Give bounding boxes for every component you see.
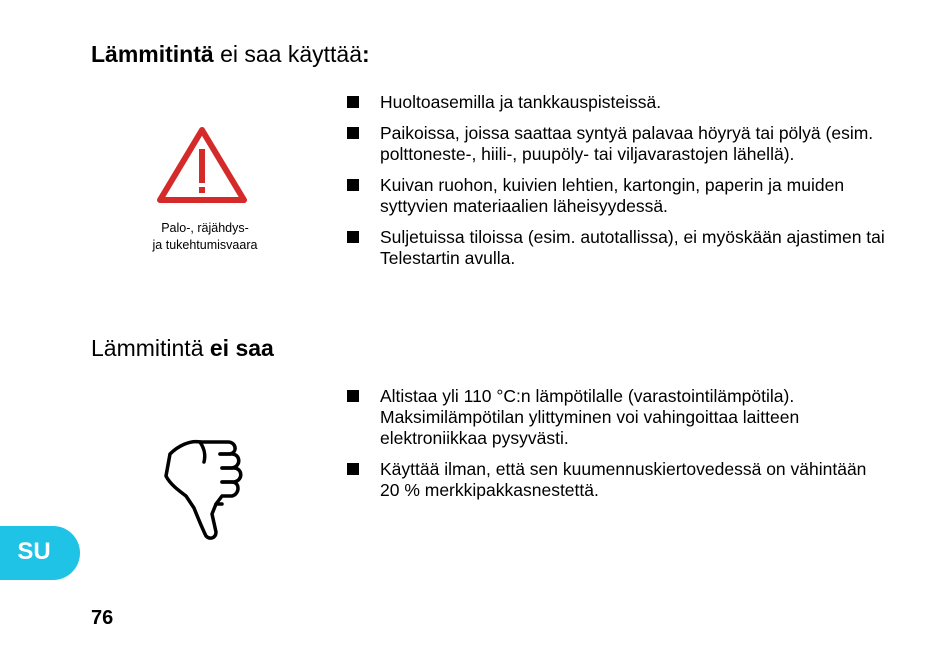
prohibited-conditions-list	[346, 386, 886, 511]
list-item-text: Paikoissa, joissa saattaa syntyä palavaa höyryä tai pölyä (esim. polttoneste-, hiili-, puupöly- tai viljavarastojen lähellä).	[380, 123, 874, 164]
language-tab-label: SU	[17, 538, 51, 565]
warning-caption-line1: Palo-, räjähdys-	[161, 221, 249, 235]
section2-heading-normal: Lämmitintä	[91, 335, 210, 361]
list-item	[346, 386, 886, 449]
prohibited-locations-list	[346, 92, 886, 279]
list-item-text: Suljetuissa tiloissa (esim. autotallissa), ei myöskään ajastimen tai Telestartin avulla.	[380, 227, 885, 268]
square-bullet-icon	[347, 179, 359, 191]
list-item-text: Kuivan ruohon, kuivien lehtien, kartongin, paperin ja muiden syttyvien materiaalien läheisyydessä.	[380, 175, 845, 216]
section2-heading	[91, 334, 274, 362]
page-number: 76	[91, 607, 114, 629]
square-bullet-icon	[347, 127, 359, 139]
section1-heading-bold: Lämmitintä	[91, 41, 214, 67]
list-item	[346, 227, 886, 269]
square-bullet-icon	[347, 96, 359, 108]
thumbs-down-icon	[160, 432, 248, 544]
list-item-text: Käyttää ilman, että sen kuumennuskiertovedessä on vähintään 20 % merkkipakkasnestettä.	[380, 459, 867, 500]
warning-caption-line2: ja tukehtumisvaara	[152, 238, 258, 252]
square-bullet-icon	[347, 390, 359, 402]
warning-caption	[120, 220, 290, 254]
section1-heading-colon: :	[362, 41, 370, 67]
list-item-text: Altistaa yli 110 °C:n lämpötilalle (varastointilämpötila). Maksimilämpötilan ylittyminen voi vahingoittaa laitteen elektroniikkaa pysyvästi.	[380, 386, 800, 448]
section1-heading-normal: ei saa käyttää	[213, 41, 362, 67]
list-item-text: Huoltoasemilla ja tankkauspisteissä.	[380, 92, 662, 112]
list-item	[346, 175, 886, 217]
section1-heading	[91, 40, 370, 68]
list-item	[346, 459, 886, 501]
square-bullet-icon	[347, 231, 359, 243]
list-item	[346, 123, 886, 165]
list-item	[346, 92, 886, 113]
section2-heading-bold: ei saa	[209, 335, 274, 361]
warning-triangle-icon	[156, 125, 248, 205]
square-bullet-icon	[347, 463, 359, 475]
